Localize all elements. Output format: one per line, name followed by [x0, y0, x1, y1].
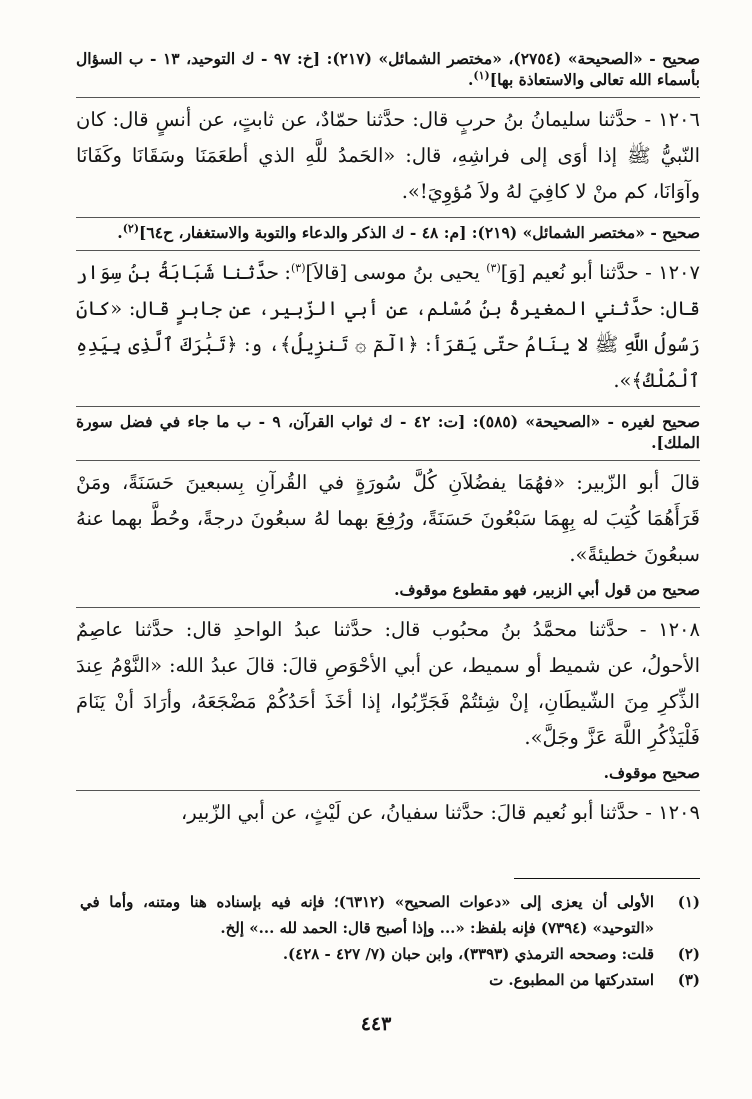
hadith-1209: ١٢٠٩ - حدَّثنا أبو نُعيم قالَ: حدَّثنا سفيانُ، عن لَيْثٍ، عن أبي الزّبير، — [180, 801, 700, 824]
footnote-text: قلت: وصححه الترمذي (٣٣٩٣)، وابن حبان (٧/ ٤٢٧ - ٤٢٨). — [282, 945, 654, 963]
separator-line — [76, 607, 700, 608]
footnote-ref[interactable]: (٢) — [122, 221, 140, 235]
separator-line — [76, 97, 700, 98]
footnote-text: الأولى أن يعزى إلى «دعوات الصحيح» (٦٣١٢)؛ فإنه فيه بإسناده هنا ومتنه، وأما في «التوحيد» (٧٣٩٤) فإنه بلفظ: «... وإذا أصبح قال: الحمد لله ...» إلخ. — [80, 893, 654, 937]
separator-line — [76, 217, 700, 218]
grade-note: صحيح موقوف. — [603, 763, 700, 782]
page-number: ٤٤٣ — [360, 1013, 392, 1035]
footnote-ref[interactable]: (١) — [473, 68, 490, 82]
footnote-ref[interactable]: (٣) — [290, 261, 306, 275]
footnotes — [80, 878, 700, 993]
separator-line — [76, 250, 700, 251]
hadith-1207: ١٢٠٧ - حدَّثنا أبو نُعيم [وَ]$^{(٣)}$ يحيى بنُ موسى [قالاَ]$^{(٣)}$: حدَّثنا شَبَابَةُ بنُ سِوَار قال: حدَّثني المغيرةُ بنُ مُسْلم، عن أبي الزّبير، عن جابرٍ قال: «كانَ رَسُولُ اللَّهِ ﷺ لا ينَامُ حتّى يَقرَأ: ﴿الٓمٓ ۞ تَنزِيلُ﴾، و: ﴿تَبَٰرَكَ ٱلَّذِى بِيَدِهِ ٱلْمُلْكُ﴾». — [76, 261, 700, 392]
grade-note: صحيح لغيره - «الصحيحة» (٥٨٥): [ت: ٤٢ - ك ثواب القرآن، ٩ - ب ما جاء في فضل سورة الملك]. — [76, 412, 700, 452]
footnote-text: استدركتها من المطبوع. ت — [489, 971, 654, 989]
footnote-number: (١) — [677, 893, 700, 911]
footnote-number: (٢) — [677, 945, 700, 963]
footnote-1 — [80, 889, 700, 941]
grade-note: صحيح - «الصحيحة» (٢٧٥٤)، «مختصر الشمائل» (٢١٧): [خ: ٩٧ - ك التوحيد، ١٣ - ب السؤال بأسماء الله تعالى والاستعاذة بها]$^{(١)}$. — [76, 49, 700, 89]
separator-line — [76, 406, 700, 407]
abu-zubair-quote: قالَ أبو الزّبير: «فهُمَا يفضُلاَنِ كُلَّ سُورَةٍ في القُرآنِ بِسبعينَ حَسَنَةً، ومَنْ قَرَأَهُمَا كُتِبَ له بِهِمَا سَبْعُونَ حَسَنَةً، ورُفِعَ بهما لهُ سبعُونَ درجةً، وحُطَّ بهما عنهُ سبعُونَ خطيئةً». — [76, 471, 700, 566]
separator-line — [76, 790, 700, 791]
footnote-ref[interactable]: (٣) — [486, 261, 501, 275]
hadith-1208: ١٢٠٨ - حدَّثنا محمَّدُ بنُ محبُوب قال: حدَّثنا عبدُ الواحدِ قال: حدَّثنا عاصِمٌ الأحولُ، عن شميط أو سميط، عن أبي الأحْوَصِ قالَ: قالَ عبدُ الله: «النَّوْمُ عِندَ الذِّكرِ مِنَ الشّيطَانِ، إنْ شِئتُمْ فَجَرِّبُوا، إذا أخَذَ أحَدُكُمْ مَضْجَعَهُ، وأرَادَ أنْ يَنَامَ فَلْيَذْكُرِ اللَّهَ عَزَّ وجَلَّ». — [76, 618, 700, 749]
footnote-2 — [80, 941, 700, 967]
main-text — [76, 48, 700, 831]
footnote-number: (٣) — [677, 971, 700, 989]
hadith-1206: ١٢٠٦ - حدَّثنا سليمانُ بنُ حربٍ قال: حدَّثنا حمّادٌ، عن ثابتٍ، عن أنسٍ قال: كان النّبيُّ ﷺ إذا أوَى إلى فراشِهِ، قال: «الحَمدُ للَّهِ الذي أطعَمَنَا وسَقَانَا وكَفَانَا وآوَانَا، كم منْ لا كافِيَ لهُ ولاَ مُؤوِيَ!». — [76, 108, 700, 203]
grade-note: صحيح - «مختصر الشمائل» (٢١٩): [م: ٤٨ - ك الذكر والدعاء والتوبة والاستغفار، ح٦٤]$^{(٢)}$. — [117, 221, 700, 242]
separator-line — [76, 460, 700, 461]
footnote-3 — [80, 967, 700, 993]
grade-note: صحيح من قول أبي الزبير، فهو مقطوع موقوف. — [394, 580, 700, 599]
